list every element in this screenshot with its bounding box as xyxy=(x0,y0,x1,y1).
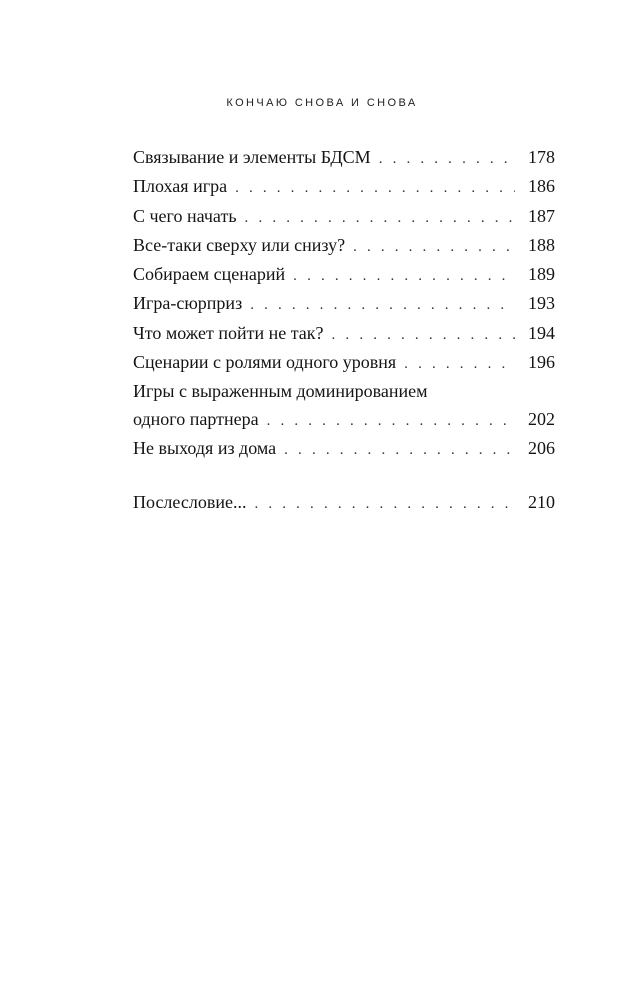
toc-entry-title: Связывание и элементы БДСМ xyxy=(133,147,371,167)
toc-entry[interactable] xyxy=(133,261,555,290)
toc-entry[interactable] xyxy=(133,378,555,435)
toc-page-number: 188 xyxy=(528,234,555,255)
toc-page-number: 189 xyxy=(528,264,555,285)
toc-entry[interactable] xyxy=(133,203,555,232)
toc-entry-title: Послесловие... xyxy=(133,492,247,513)
toc-entry[interactable] xyxy=(133,173,555,202)
toc-page-number: 186 xyxy=(528,176,555,197)
toc-page-number: 193 xyxy=(528,293,555,314)
dot-leader xyxy=(250,292,515,319)
running-header: КОНЧАЮ СНОВА И СНОВА xyxy=(226,97,418,109)
toc-entry-title-line1: Игры с выраженным доминированием xyxy=(133,381,428,402)
toc-entry-title: С чего начать xyxy=(133,205,237,226)
toc-entry[interactable] xyxy=(133,232,555,261)
dot-leader xyxy=(245,205,515,232)
toc-page-number: 194 xyxy=(528,322,555,343)
toc-entry[interactable] xyxy=(133,320,555,349)
toc-page-number: 187 xyxy=(528,205,555,226)
dot-leader xyxy=(267,408,515,435)
dot-leader xyxy=(379,146,515,173)
toc-page-number: 202 xyxy=(528,408,555,429)
toc-entry-title: Не выходя из дома xyxy=(133,437,277,458)
toc-page-number: 210 xyxy=(528,492,555,513)
toc-entry-title: Собираем сценарий xyxy=(133,264,286,285)
toc-entry-title-line2: одного партнера xyxy=(133,408,259,429)
dot-leader xyxy=(254,491,515,518)
toc-entry[interactable] xyxy=(133,144,555,173)
toc-entry-afterword[interactable] xyxy=(133,489,555,518)
toc-page-number: 178 xyxy=(528,147,555,167)
dot-leader xyxy=(332,322,515,349)
toc-entry-title: Сценарии с ролями одного уровня xyxy=(133,352,397,373)
toc-entry-title: Плохая игра xyxy=(133,176,228,197)
toc-entry-title: Игра-сюрприз xyxy=(133,293,243,314)
dot-leader xyxy=(235,175,515,202)
dot-leader xyxy=(284,437,515,464)
toc-entry-title: Все-таки сверху или снизу? xyxy=(133,234,346,255)
toc-page-number: 196 xyxy=(528,352,555,373)
dot-leader xyxy=(293,263,515,290)
dot-leader xyxy=(404,351,515,378)
toc-entry[interactable] xyxy=(133,349,555,378)
toc-entry[interactable] xyxy=(133,290,555,319)
dot-leader xyxy=(353,234,515,261)
table-of-contents xyxy=(133,144,555,519)
toc-entry-title: Что может пойти не так? xyxy=(133,322,324,343)
toc-entry[interactable] xyxy=(133,435,555,464)
toc-page-number: 206 xyxy=(528,437,555,458)
